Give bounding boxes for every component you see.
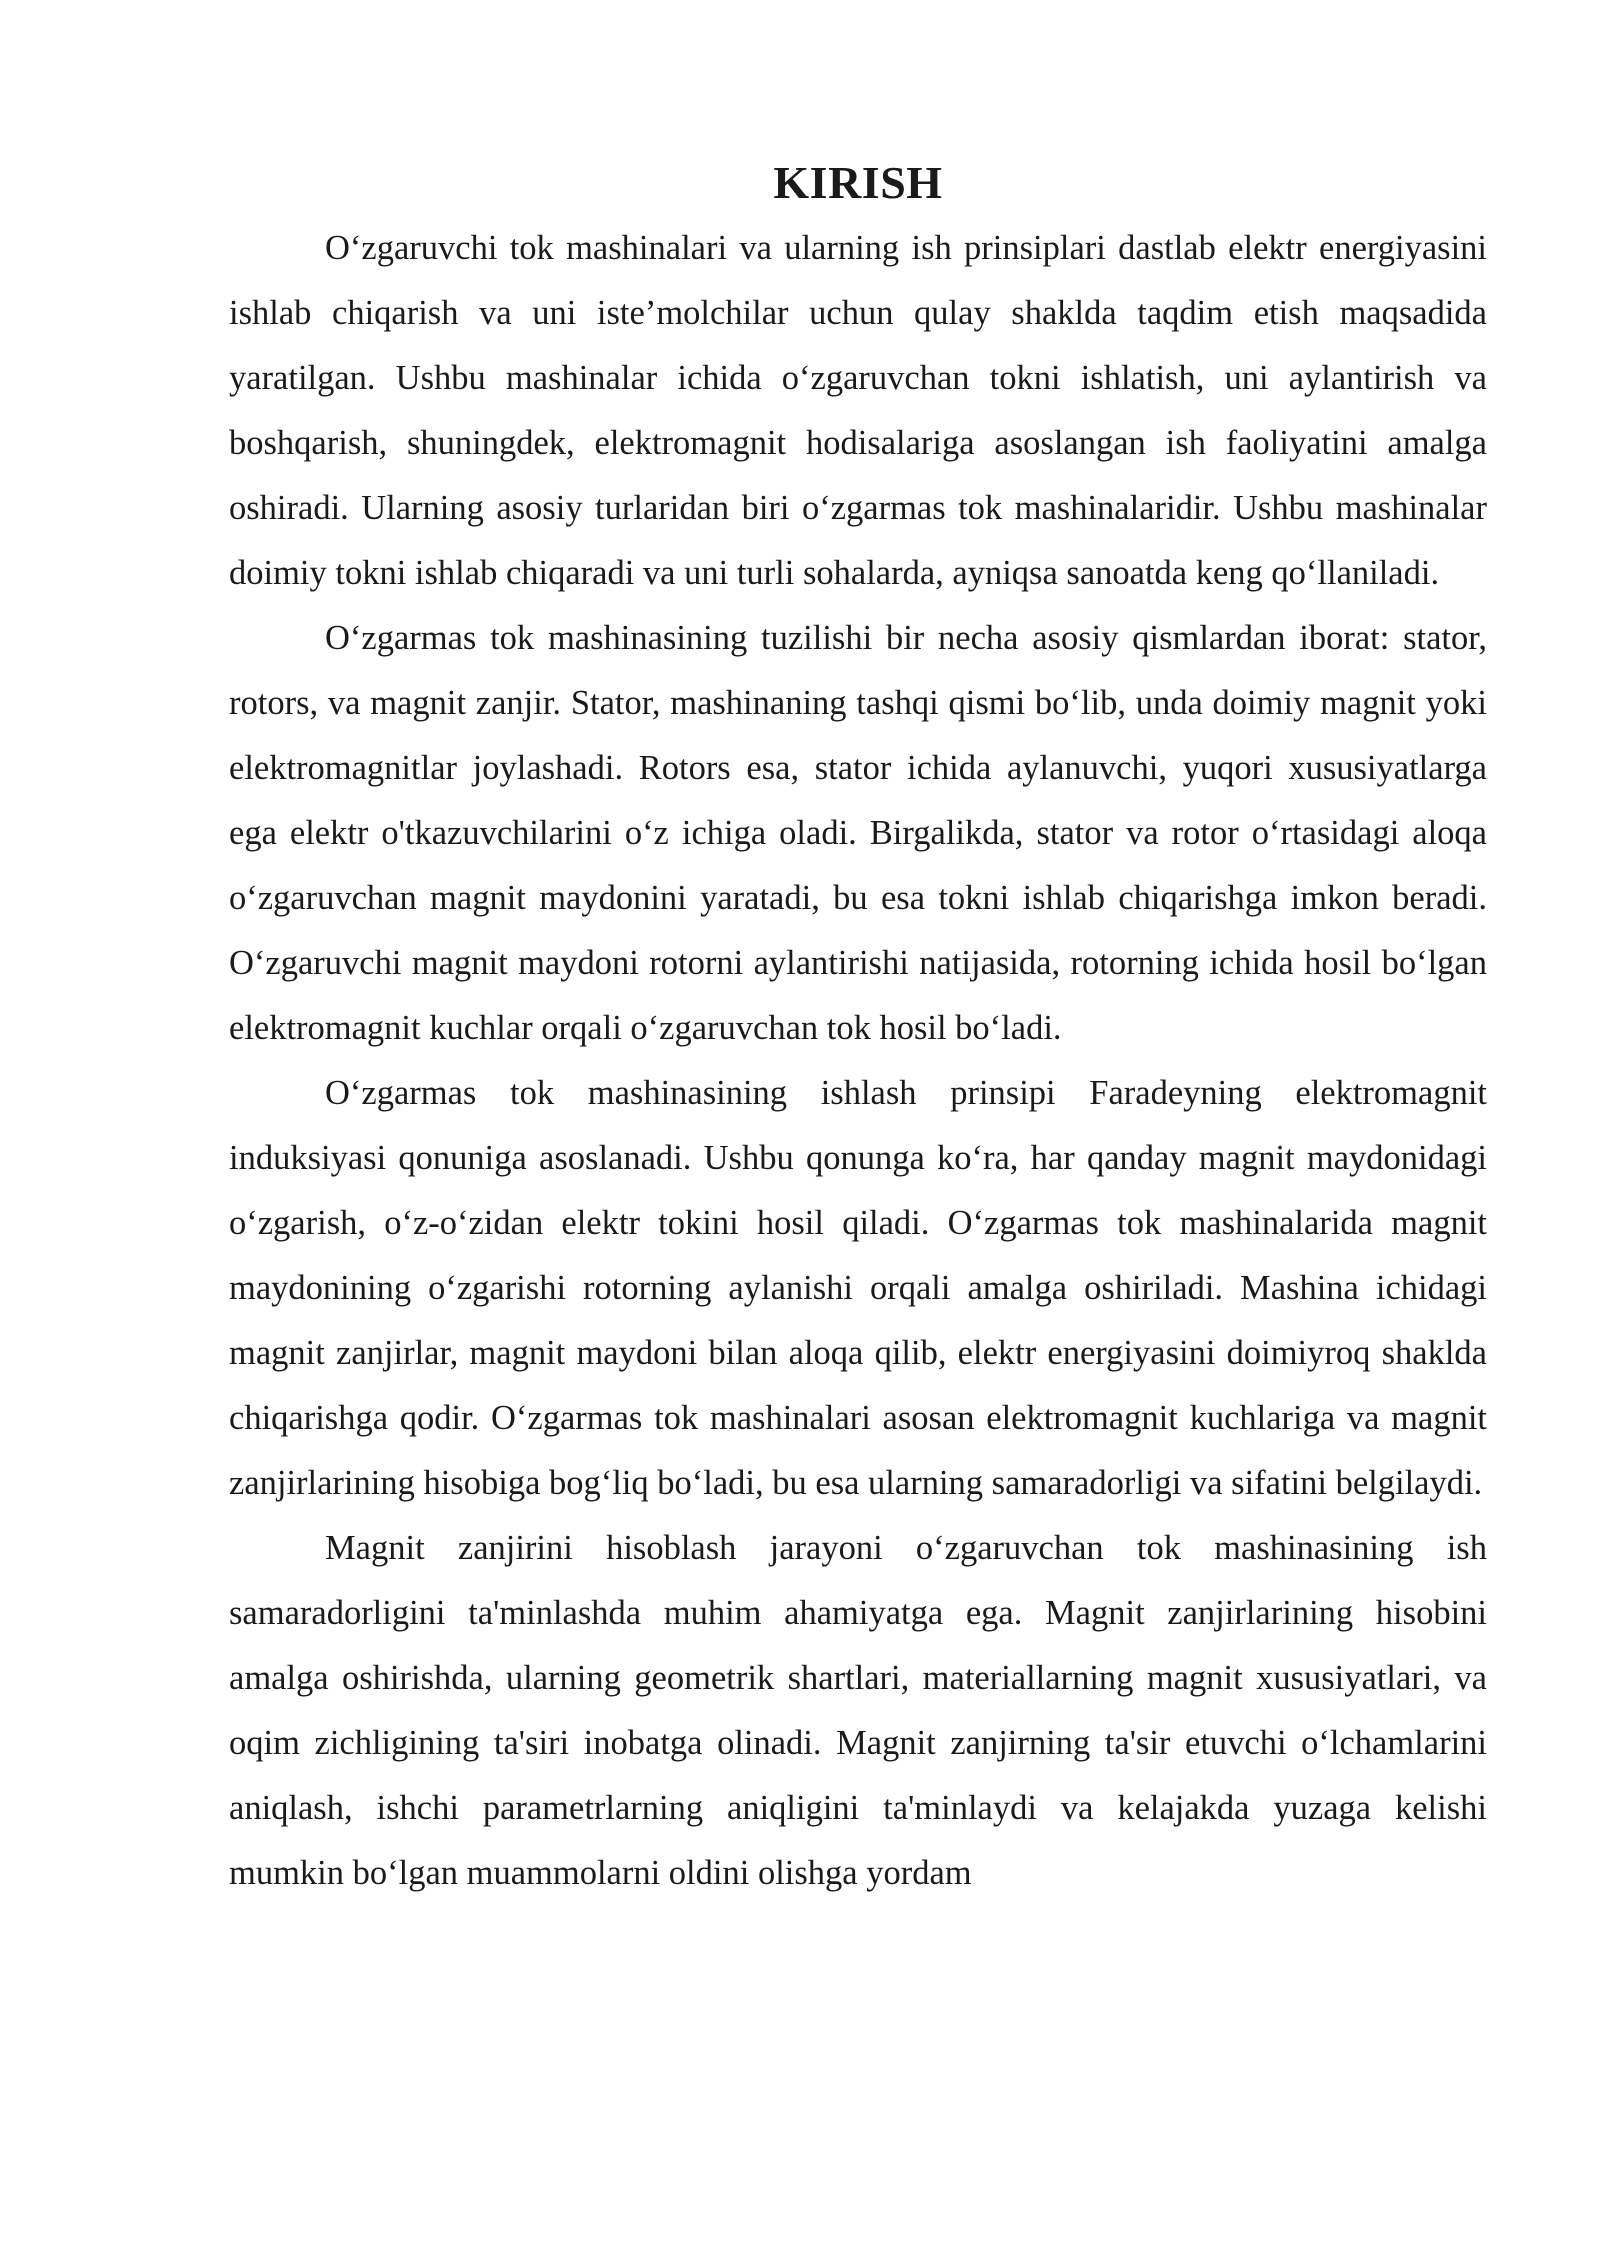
page-title: KIRISH bbox=[773, 157, 943, 208]
paragraph-1: O‘zgaruvchi tok mashinalari va ularning ish prinsiplari dastlab elektr energiyasini ishlab chiqarish va uni iste’molchilar uchun qulay shaklda taqdim etish maqsadida yaratilgan. Ushbu mashinalar ichida o‘zgaruvchan tokni ishlatish, uni aylantirish va boshqarish, shuningdek, elektromagnit hodisalariga asoslangan ish faoliyatini amalga oshiradi. Ularning asosiy turlaridan biri o‘zgarmas tok mashinalaridir. Ushbu mashinalar doimiy tokni ishlab chiqaradi va uni turli sohalarda, ayniqsa sanoatda keng qo‘llaniladi. bbox=[229, 229, 1487, 592]
document-body bbox=[229, 150, 1487, 1906]
paragraph-2: O‘zgarmas tok mashinasining tuzilishi bir necha asosiy qismlardan iborat: stator, rotors, va magnit zanjir. Stator, mashinaning tashqi qismi bo‘lib, unda doimiy magnit yoki elektromagnitlar joylashadi. Rotors esa, stator ichida aylanuvchi, yuqori xususiyatlarga ega elektr o'tkazuvchilarini o‘z ichiga oladi. Birgalikda, stator va rotor o‘rtasidagi aloqa o‘zgaruvchan magnit maydonini yaratadi, bu esa tokni ishlab chiqarishga imkon beradi. O‘zgaruvchi magnit maydoni rotorni aylantirishi natijasida, rotorning ichida hosil bo‘lgan elektromagnit kuchlar orqali o‘zgaruvchan tok hosil bo‘ladi. bbox=[229, 619, 1487, 1047]
paragraph-4: Magnit zanjirini hisoblash jarayoni o‘zgaruvchan tok mashinasining ish samaradorligini ta'minlashda muhim ahamiyatga ega. Magnit zanjirlarining hisobini amalga oshirishda, ularning geometrik shartlari, materiallarning magnit xususiyatlari, va oqim zichligining ta'siri inobatga olinadi. Magnit zanjirning ta'sir etuvchi o‘lchamlarini aniqlash, ishchi parametrlarning aniqligini ta'minlaydi va kelajakda yuzaga kelishi mumkin bo‘lgan muammolarni oldini olishga yordam bbox=[229, 1529, 1487, 1892]
paragraph-3: O‘zgarmas tok mashinasining ishlash prinsipi Faradeyning elektromagnit induksiyasi qonuniga asoslanadi. Ushbu qonunga ko‘ra, har qanday magnit maydonidagi o‘zgarish, o‘z-o‘zidan elektr tokini hosil qiladi. O‘zgarmas tok mashinalarida magnit maydonining o‘zgarishi rotorning aylanishi orqali amalga oshiriladi. Mashina ichidagi magnit zanjirlar, magnit maydoni bilan aloqa qilib, elektr energiyasini doimiyroq shaklda chiqarishga qodir. O‘zgarmas tok mashinalari asosan elektromagnit kuchlariga va magnit zanjirlarining hisobiga bog‘liq bo‘ladi, bu esa ularning samaradorligi va sifatini belgilaydi. bbox=[229, 1074, 1487, 1502]
